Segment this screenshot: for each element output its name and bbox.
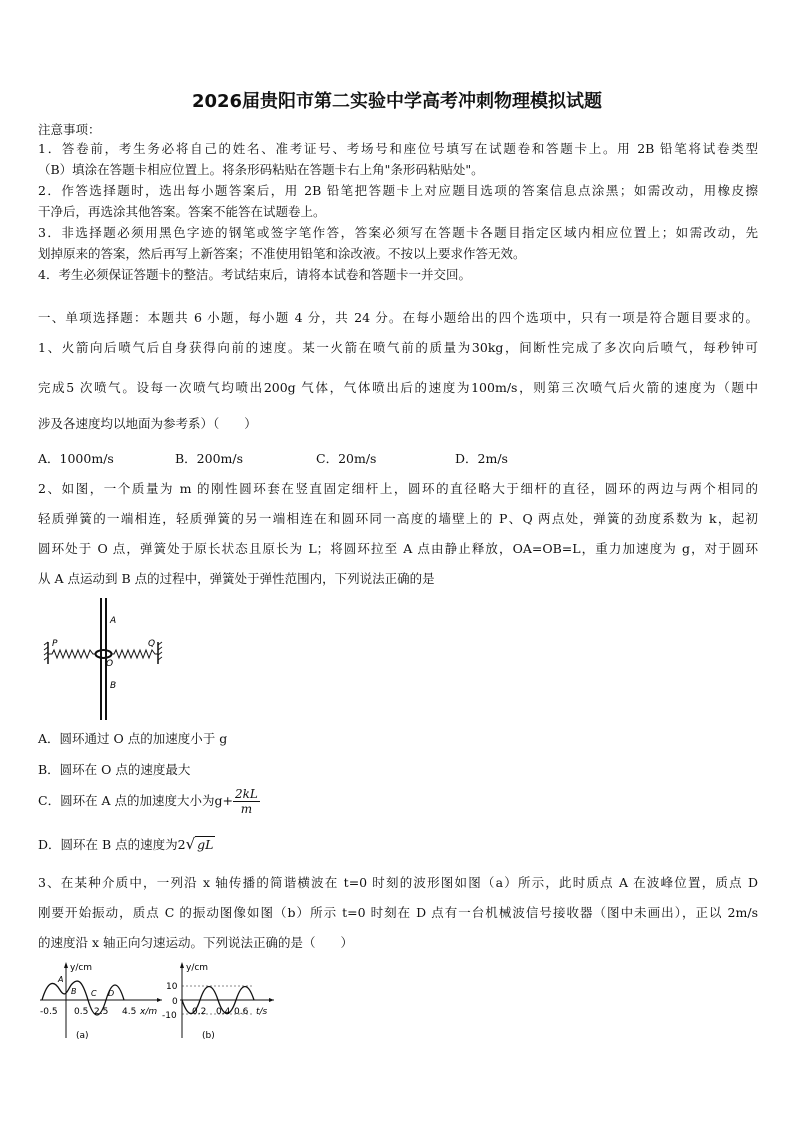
y-tick-label: -10 [162, 1011, 177, 1021]
label-b: B [110, 681, 117, 691]
notice-line: 3．非选择题必须用黑色字迹的钢笔或签字笔作答，答案必须写在答题卡各题目指定区域内相应位置上；如需改动，先 [38, 225, 758, 240]
figure-caption: (a) [76, 1031, 89, 1041]
notice-line: （B）填涂在答题卡相应位置上。将条形码粘贴在答题卡右上角"条形码粘贴处"。 [38, 162, 484, 177]
sqrt-icon: √ [185, 835, 196, 853]
wave-figure-a [36, 958, 166, 1046]
figure-caption: (b) [202, 1031, 215, 1041]
tick-label: 2.5 [94, 1007, 109, 1017]
q1-option-a: A．1000m/s [38, 451, 114, 466]
label-q: Q [148, 639, 156, 649]
notice-heading: 注意事项： [38, 122, 101, 137]
notice-line: 1．答卷前，考生务必将自己的姓名、准考证号、考场号和座位号填写在试题卷和答题卡上。用 2B 铅笔将试卷类型 [38, 141, 758, 156]
question-2-text: 圆环处于 O 点，弹簧处于原长状态且原长为 L；将圆环拉至 A 点由静止释放，OA=OB=L，重力加速度为 g，对于圆环 [38, 541, 758, 556]
question-2-text: 轻质弹簧的一端相连，轻质弹簧的另一端相连在和圆环同一高度的墙壁上的 P、Q 两点处，弹簧的劲度系数为 k，起初 [38, 511, 758, 526]
right-spring [111, 650, 158, 658]
tick-label: 4.5 [122, 1007, 137, 1017]
q1-option-c: C．20m/s [316, 451, 377, 466]
ring-spring-figure [40, 596, 170, 722]
notice-line: 2．作答选择题时，选出每小题答案后，用 2B 铅笔把答题卡上对应题目选项的答案信息点涂黑；如需改动，用橡皮擦 [38, 183, 758, 198]
y-tick-label: 0 [172, 997, 178, 1007]
question-2-text: 从 A 点运动到 B 点的过程中，弹簧处于弹性范围内，下列说法正确的是 [38, 571, 435, 586]
q2-option-c [38, 787, 260, 816]
y-axis-arrow [180, 962, 184, 968]
notice-line: 干净后，再选涂其他答案。答案不能答在试题卷上。 [38, 204, 326, 219]
label-a: A [110, 616, 117, 626]
notice-line: 4．考生必须保证答题卡的整洁。考试结束后，请将本试卷和答题卡一并交回。 [38, 267, 471, 282]
tick-label: 0.5 [74, 1007, 89, 1017]
point-label-b: B [71, 987, 77, 996]
ring [96, 650, 112, 658]
label-p: P [52, 639, 58, 649]
x-tick-label: 0.4 [216, 1007, 231, 1017]
question-3-text: 刚要开始振动，质点 C 的振动图像如图（b）所示 t=0 时刻在 D 点有一台机械波信号接收器（图中未画出），正以 2m/s [38, 905, 758, 920]
question-3-text: 的速度沿 x 轴正向匀速运动。下列说法正确的是（ ） [38, 935, 353, 950]
q2-option-c-text: C．圆环在 A 点的加速度大小为g+ [38, 793, 234, 808]
t-axis-arrow [269, 998, 274, 1002]
y-axis-label: y/cm [186, 963, 209, 973]
q2-option-d-text: D．圆环在 B 点的速度为2 [38, 837, 186, 852]
x-tick-label: 0.2 [192, 1007, 207, 1017]
point-label-d: D [108, 989, 115, 998]
fraction [233, 787, 260, 816]
x-axis-label: x/m [140, 1007, 158, 1017]
x-tick-label: 0.6 [234, 1007, 249, 1017]
q2-option-d [38, 835, 215, 853]
q1-option-b: B．200m/s [175, 451, 244, 466]
q2-option-b: B．圆环在 O 点的速度最大 [38, 762, 191, 777]
y-axis-arrow [64, 962, 68, 968]
question-3-text: 3、在某种介质中，一列沿 x 轴传播的简谐横波在 t=0 时刻的波形图如图（a）所示，此时质点 A 在波峰位置，质点 D [38, 875, 758, 890]
question-1-text: 涉及各速度均以地面为参考系）（ ） [38, 416, 257, 431]
label-o: O [106, 659, 114, 669]
left-spring [48, 650, 96, 658]
question-2-text: 2、如图，一个质量为 m 的刚性圆环套在竖直固定细杆上，圆环的直径略大于细杆的直径，圆环的两边与两个相同的 [38, 481, 758, 496]
tick-label: -0.5 [40, 1007, 58, 1017]
q2-option-a: A．圆环通过 O 点的加速度小于 g [38, 731, 228, 746]
y-tick-label: 10 [166, 982, 178, 992]
point-label-c: C [91, 989, 97, 998]
fraction-numerator: 2kL [235, 787, 258, 801]
notice-line: 划掉原来的答案，然后再写上新答案；不准使用铅笔和涂改液。不按以上要求作答无效。 [38, 246, 526, 261]
t-axis-label: t/s [256, 1007, 268, 1017]
question-1-text: 1、火箭向后喷气后自身获得向前的速度。某一火箭在喷气前的质量为30kg，间断性完成了多次向后喷气，每秒钟可 [38, 340, 758, 355]
page-title: 2026届贵阳市第二实验中学高考冲刺物理模拟试题 [191, 91, 603, 112]
fraction-denominator: m [240, 802, 253, 816]
q1-option-d: D．2m/s [455, 451, 508, 466]
y-axis-label: y/cm [70, 963, 93, 973]
point-label-a: A [58, 975, 64, 984]
wave-figure-b [162, 958, 282, 1046]
question-1-text: 完成5 次喷气。设每一次喷气均喷出200g 气体，气体喷出后的速度为100m/s，则第三次喷气后火箭的速度为（题中 [38, 380, 758, 395]
section-heading: 一、单项选择题：本题共 6 小题，每小题 4 分，共 24 分。在每小题给出的四个选项中，只有一项是符合题目要求的。 [38, 310, 758, 325]
sqrt-radicand: gL [197, 837, 214, 852]
